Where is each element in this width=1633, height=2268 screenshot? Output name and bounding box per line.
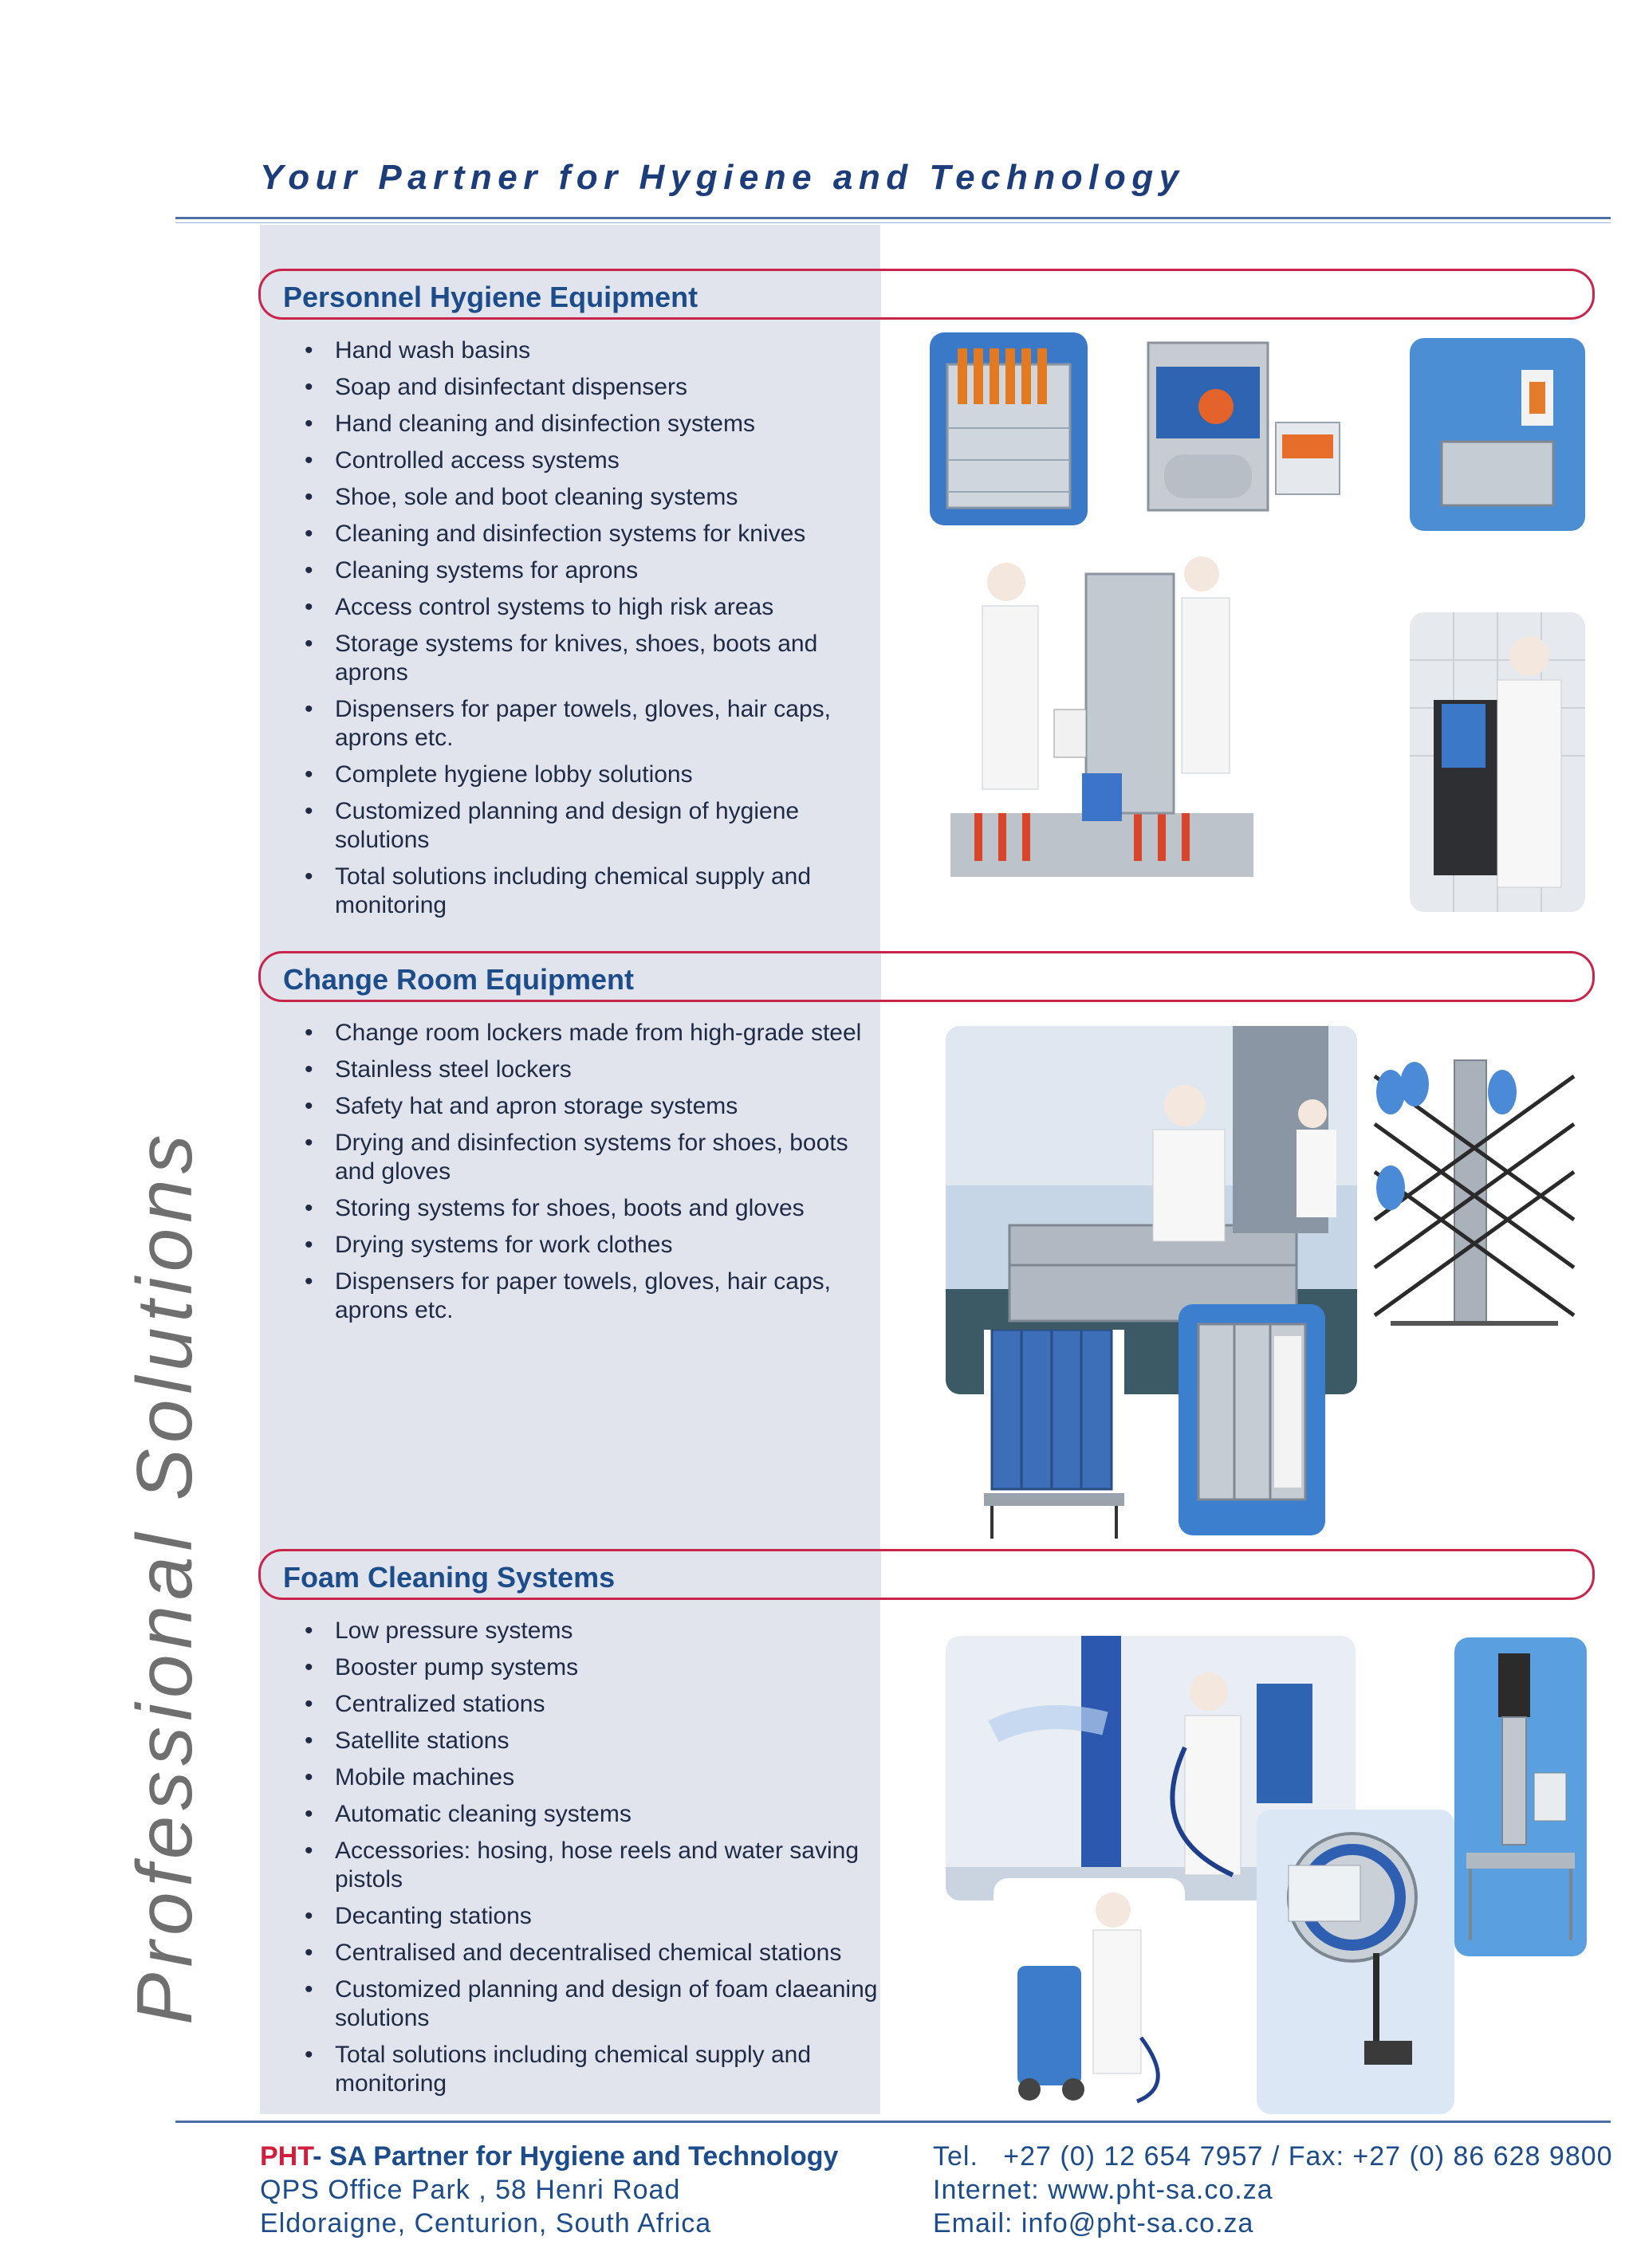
list-item: • Soap and disinfectant dispensers xyxy=(305,373,879,402)
list-item: • Decanting stations xyxy=(305,1902,879,1931)
personnel-hygiene-list xyxy=(305,336,879,928)
hygiene-lobby-photo xyxy=(950,550,1253,914)
section-header-foam-cleaning xyxy=(258,1549,1595,1600)
list-item: • Storing systems for shoes, boots and gloves xyxy=(305,1194,879,1223)
contact-website[interactable]: Internet: www.pht-sa.co.za xyxy=(933,2175,1273,2205)
list-item: • Storage systems for knives, shoes, boots and aprons xyxy=(305,630,879,687)
header-divider-thin xyxy=(175,222,1611,223)
list-item: • Complete hygiene lobby solutions xyxy=(305,761,879,789)
section-title: Foam Cleaning Systems xyxy=(283,1561,616,1594)
list-item: • Controlled access systems xyxy=(305,446,879,475)
stainless-lockers-photo xyxy=(1179,1304,1325,1535)
company-name: - SA Partner for Hygiene and Technology xyxy=(313,2141,839,2172)
side-title: Professional Solutions xyxy=(120,1129,208,2025)
list-item: • Total solutions including chemical supply and monitoring xyxy=(305,2041,879,2098)
header-divider xyxy=(175,217,1611,219)
list-item: • Cleaning and disinfection systems for knives xyxy=(305,520,879,548)
blue-lockers-photo xyxy=(984,1330,1124,1540)
contact-phone: Tel. +27 (0) 12 654 7957 / Fax: +27 (0) 86 628 9800 xyxy=(933,2141,1613,2172)
section-header-personnel-hygiene xyxy=(258,269,1595,320)
footer-company xyxy=(260,2140,838,2240)
list-item: • Safety hat and apron storage systems xyxy=(305,1092,879,1121)
boot-cleaning-photo xyxy=(1410,612,1585,912)
list-item: • Satellite stations xyxy=(305,1727,879,1755)
list-item: • Centralised and decentralised chemical stations xyxy=(305,1939,879,1967)
address-line-2: Eldoraigne, Centurion, South Africa xyxy=(260,2208,712,2239)
list-item: • Access control systems to high risk areas xyxy=(305,593,879,622)
hand-wash-basin-photo xyxy=(1410,338,1585,531)
list-item: • Drying systems for work clothes xyxy=(305,1231,879,1260)
list-item: • Dispensers for paper towels, gloves, hair caps, aprons etc. xyxy=(305,695,879,753)
hand-disinfection-unit-photo xyxy=(1140,335,1352,515)
company-prefix: PHT xyxy=(260,2141,313,2172)
address-line-1: QPS Office Park , 58 Henri Road xyxy=(260,2175,681,2205)
contact-email[interactable]: Email: info@pht-sa.co.za xyxy=(933,2208,1254,2239)
list-item: • Accessories: hosing, hose reels and water saving pistols xyxy=(305,1837,879,1894)
foam-cleaning-list xyxy=(305,1617,879,2106)
page-title: Your Partner for Hygiene and Technology xyxy=(260,158,1185,197)
list-item: • Total solutions including chemical supply and monitoring xyxy=(305,863,879,920)
list-item: • Centralized stations xyxy=(305,1690,879,1719)
list-item: • Stainless steel lockers xyxy=(305,1055,879,1084)
knife-rack-photo xyxy=(930,332,1088,525)
list-item: • Hand cleaning and disinfection systems xyxy=(305,410,879,438)
list-item: • Customized planning and design of foam claeaning solutions xyxy=(305,1975,879,2033)
list-item: • Cleaning systems for aprons xyxy=(305,556,879,585)
list-item: • Change room lockers made from high-grade steel xyxy=(305,1019,879,1048)
list-item: • Mobile machines xyxy=(305,1763,879,1792)
section-title: Personnel Hygiene Equipment xyxy=(283,281,698,313)
mobile-foam-unit-photo xyxy=(994,1878,1185,2116)
footer-contact xyxy=(933,2140,1613,2240)
list-item: • Hand wash basins xyxy=(305,336,879,365)
section-title: Change Room Equipment xyxy=(283,963,634,996)
list-item: • Dispensers for paper towels, gloves, hair caps, aprons etc. xyxy=(305,1268,879,1325)
list-item: • Customized planning and design of hygiene solutions xyxy=(305,797,879,855)
list-item: • Low pressure systems xyxy=(305,1617,879,1645)
hose-reel-photo xyxy=(1257,1810,1454,2114)
change-room-list xyxy=(305,1019,879,1333)
booster-pump-photo xyxy=(1454,1637,1587,1956)
list-item: • Shoe, sole and boot cleaning systems xyxy=(305,483,879,512)
footer-divider xyxy=(175,2121,1611,2123)
list-item: • Drying and disinfection systems for shoes, boots and gloves xyxy=(305,1129,879,1186)
section-header-change-room xyxy=(258,951,1595,1002)
boot-drying-rack-photo xyxy=(1359,1028,1590,1360)
list-item: • Booster pump systems xyxy=(305,1653,879,1682)
list-item: • Automatic cleaning systems xyxy=(305,1800,879,1829)
